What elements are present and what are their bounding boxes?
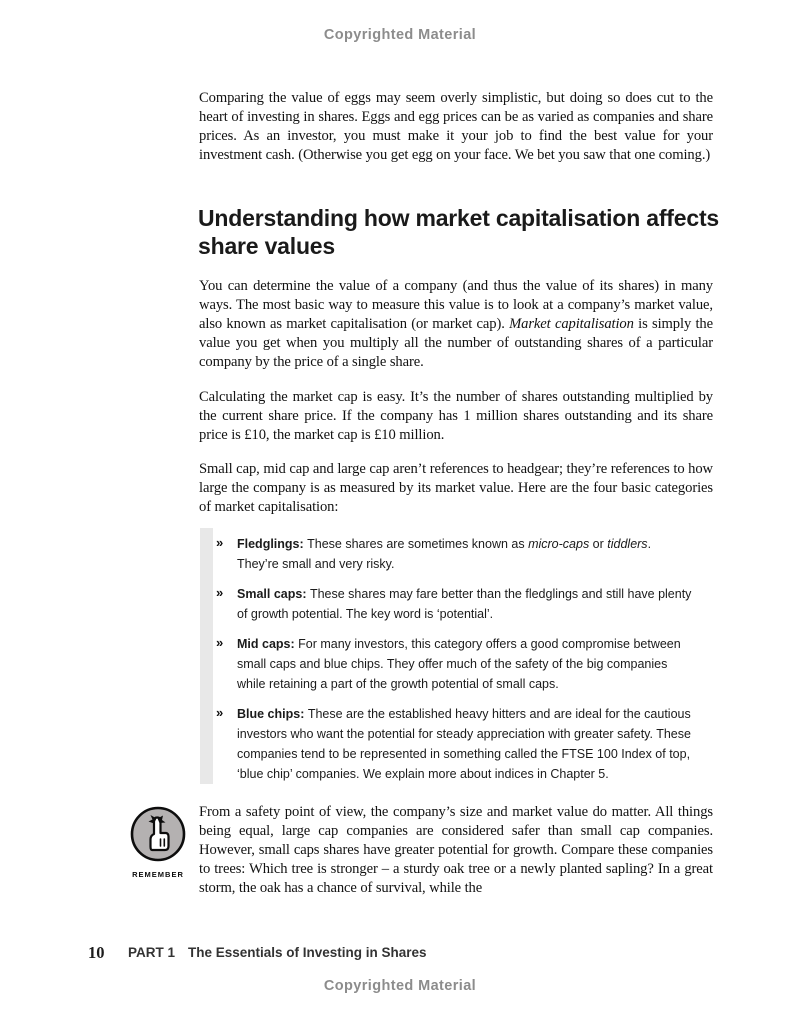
paragraph-safety: From a safety point of view, the company’s size and market value do matter. All things being equal, large cap companies are considered safer than small cap companies. However, small caps shares have greater potential for growth. Compare these companies to trees: Which tree is stronger – a sturdy oak tree or a newly planted sapling? In a great storm, the oak has a chance of survival, while the <box>199 804 713 896</box>
list-item-text: Blue chips: These are the established heavy hitters and are ideal for the cautious investors who want the potential for steady appreciation with greater safety. These companies tend to be represented in something called the FTSE 100 Index of top, ‘blue chip’ companies. We explain more about indices in Chapter 5. <box>237 707 691 781</box>
part-title: The Essentials of Investing in Shares <box>188 945 427 960</box>
remember-margin-icon <box>129 805 187 879</box>
list-item-text: Mid caps: For many investors, this category offers a good compromise between small caps and blue chips. They offer much of the safety of the big companies while retaining a part of the growth potential of small caps. <box>237 637 681 691</box>
paragraph-market-cap: You can determine the value of a company (and thus the value of its shares) in many ways. The most basic way to measure this value is to look at a company’s market value, also known as market capitalisation (or market cap). Market capitalisation is simply the value you get when you multiply all the number of outstanding shares of a particular company by the price of a single share. <box>199 278 713 370</box>
list-item-blue-chips <box>200 704 712 784</box>
list-item-fledglings <box>200 534 712 574</box>
copyright-notice-top: Copyrighted Material <box>323 27 477 43</box>
chevron-bullet-icon: » <box>216 535 224 550</box>
page-number: 10 <box>88 943 105 962</box>
bullet-list <box>200 528 712 784</box>
paragraph-calculating: Calculating the market cap is easy. It’s the number of shares outstanding multiplied by the current share price. If the company has 1 million shares outstanding and its share price is £10, the market cap is £10 million. <box>199 389 713 443</box>
chevron-bullet-icon: » <box>216 635 224 650</box>
list-item-mid-caps <box>200 634 712 694</box>
copyright-notice-bottom: Copyrighted Material <box>323 978 477 994</box>
chevron-bullet-icon: » <box>216 705 224 720</box>
page-footer <box>0 941 800 965</box>
list-item-text: Fledglings: These shares are sometimes known as micro-caps or tiddlers. They’re small and very risky. <box>237 537 652 571</box>
list-item-small-caps <box>200 584 712 624</box>
list-item-text: Small caps: These shares may fare better than the fledglings and still have plenty of growth potential. The key word is ‘potential’. <box>237 587 692 621</box>
remember-label: REMEMBER <box>132 870 184 879</box>
paragraph-categories: Small cap, mid cap and large cap aren’t references to headgear; they’re references to how large the company is as measured by its market value. Here are the four basic categories of market capitalisation: <box>199 461 713 515</box>
chevron-bullet-icon: » <box>216 585 224 600</box>
remember-hand-icon <box>129 805 187 863</box>
part-label: PART 1 <box>128 945 176 960</box>
section-heading: Understanding how market capitalisation affects share values <box>198 205 719 259</box>
paragraph-intro: Comparing the value of eggs may seem overly simplistic, but doing so does cut to the heart of investing in shares. Eggs and egg prices can be as varied as companies and share prices. As an investor, you must make it your job to find the best value for your investment cash. (Otherwise you get egg on your face. We bet you saw that one coming.) <box>199 90 713 163</box>
